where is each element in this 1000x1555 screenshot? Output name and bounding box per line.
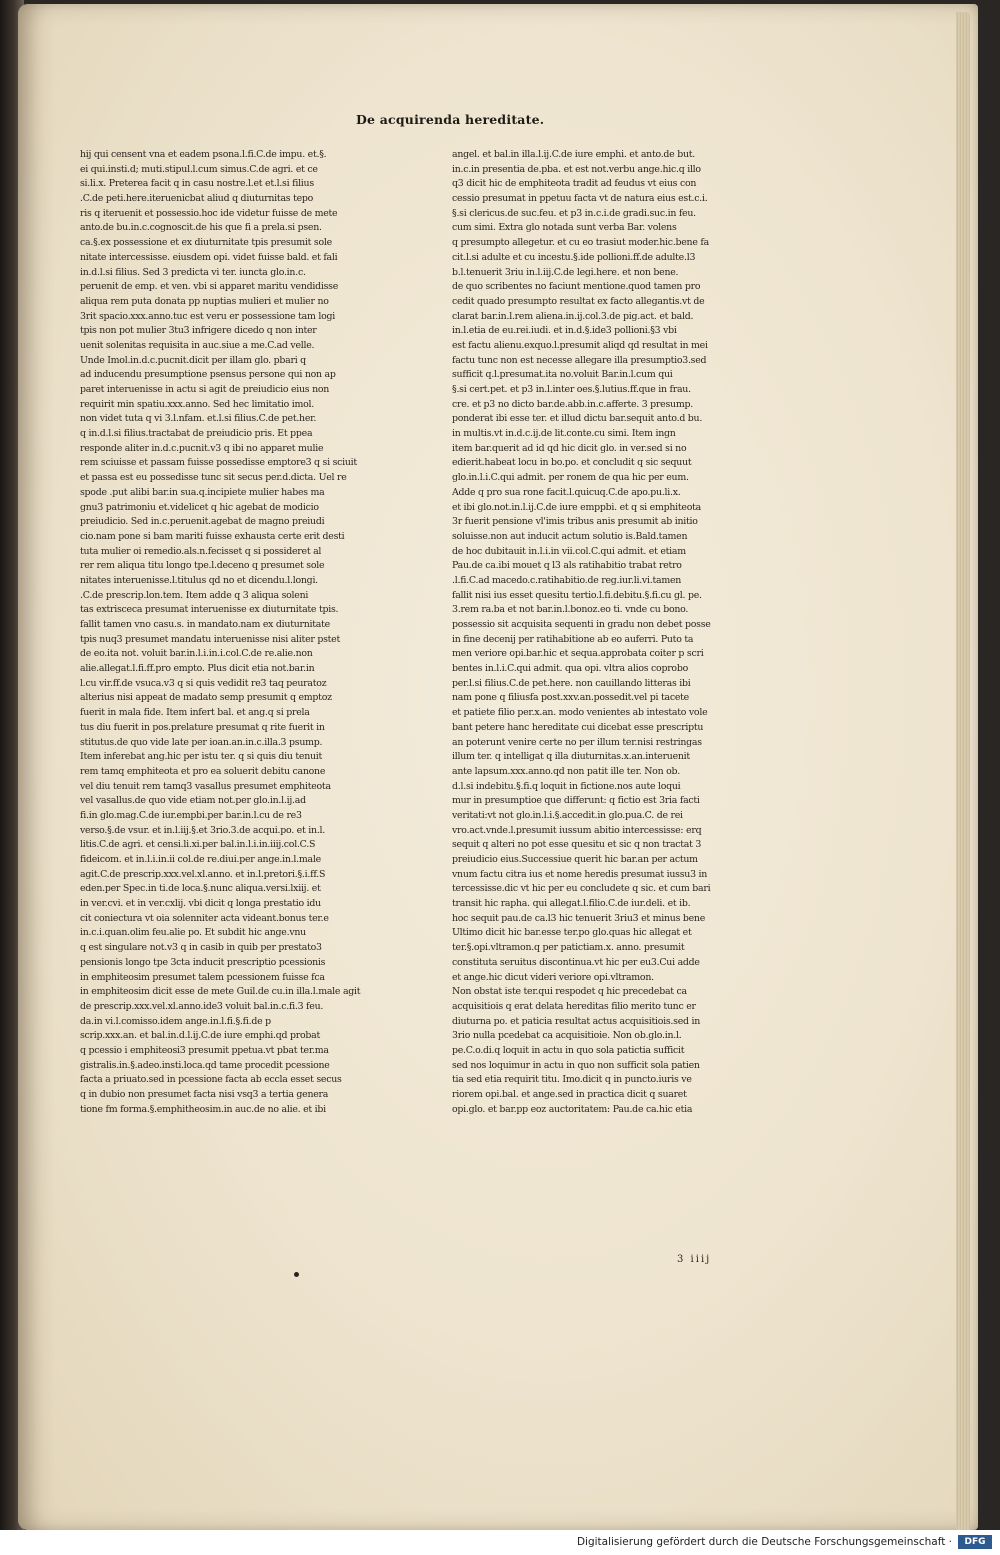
text-line: in multis.vt in.d.c.ij.de lit.conte.cu simi. Item ingn (452, 428, 676, 440)
digitization-footer (0, 1530, 1000, 1555)
text-line: angel. et bal.in illa.l.ij.C.de iure emphi. et anto.de but. (452, 149, 695, 160)
text-line: preiudicio. Sed in.c.peruenit.agebat de magno preiudi (80, 516, 325, 528)
text-line: tia sed etia requirit titu. Imo.dicit q in puncto.iuris ve (452, 1074, 692, 1086)
text-line: in emphiteosim presumet talem pcessionem fuisse fca (80, 971, 325, 983)
text-line: aliqua rem puta donata pp nuptias mulieri et mulier no (80, 295, 329, 307)
text-line: Item inferebat ang.hic per istu ter. q si quis diu tenuit (80, 751, 323, 763)
text-line: fideicom. et in.l.i.in.ii col.de re.diui.per ange.in.l.male (80, 854, 321, 865)
text-line: vro.act.vnde.l.presumit iussum abitio intercessisse: erq (452, 824, 702, 836)
text-line: illum ter. q intelligat q illa diuturnitas.x.an.interuenit (452, 751, 690, 763)
text-line: est factu alienu.exquo.l.presumit aliqd qd resultat in mei (452, 339, 708, 351)
text-line: non videt tuta q vi 3.l.nfam. et.l.si filius.C.de pet.her. (80, 413, 317, 425)
text-line: transit hic rapha. qui allegat.l.filio.C.de iur.deli. et ib. (452, 898, 691, 910)
text-line: peruenit de emp. et ven. vbi si apparet maritu vendidisse (80, 281, 339, 293)
text-line: q3 dicit hic de emphiteota tradit ad feudus vt eius con (452, 178, 697, 190)
text-line: §.si clericus.de suc.feu. et p3 in.c.i.de gradi.suc.in feu. (452, 207, 696, 219)
text-line: nitates interuenisse.l.titulus qd no et dicendu.l.longi. (80, 574, 318, 586)
text-line: §.si cert.pet. et p3 in.l.inter oes.§.lutius.ff.que in frau. (452, 384, 691, 395)
text-line: ei qui.insti.d; muti.stipul.l.cum simus.C.de agri. et ce (80, 163, 318, 175)
text-line: ca.§.ex possessione et ex diuturnitate tpis presumit sole (80, 237, 332, 249)
text-line: diuturna po. et paticia resultat actus acquisitiois.sed in (452, 1015, 701, 1027)
right-text-column (452, 148, 772, 1117)
text-line: rer rem aliqua titu longo tpe.l.deceno q presumet sole (80, 560, 325, 572)
text-line: acquisitiois q erat delata hereditas filio merito tunc er (452, 1000, 696, 1012)
text-line: men veriore opi.bar.hic et sequa.approbata coiter p scri (452, 648, 704, 660)
text-line: b.l.tenuerit 3riu in.l.iij.C.de legi.here. et non bene. (452, 266, 679, 278)
text-line: q in.d.l.si filius.tractabat de preiudicio pris. Et ppea (80, 428, 313, 440)
text-line: scrip.xxx.an. et bal.in.d.l.ij.C.de iure emphi.qd probat (80, 1030, 320, 1042)
text-line: 3rio nulla pcedebat ca acquisitioie. Non ob.glo.in.l. (452, 1030, 682, 1042)
text-line: in ver.cvi. et in ver.cxlij. vbi dicit q longa prestatio idu (80, 898, 321, 910)
text-line: edierit.habeat locu in bo.po. et concludit q sic sequut (452, 457, 692, 469)
text-line: gnu3 patrimoniu et.videlicet q hic agebat de modicio (80, 501, 319, 513)
text-line: preiudicio eius.Successiue querit hic bar.an per actum (452, 854, 698, 865)
text-line: tus diu fuerit in pos.prelature presumat q rite fuerit in (80, 721, 325, 733)
text-line: spode .put alibi bar.in sua.q.incipiete mulier habes ma (80, 486, 325, 498)
text-line: in.c.in presentia de.pba. et est not.verbu ange.hic.q illo (452, 163, 701, 175)
text-line: .C.de prescrip.lon.tem. Item adde q 3 aliqua soleni (80, 589, 309, 601)
text-line: 3r fuerit pensione vl'imis tribus anis presumit ab initio (452, 516, 698, 528)
text-line: alie.allegat.l.fi.ff.pro empto. Plus dicit etia not.bar.in (80, 663, 315, 675)
text-line: vnum factu citra ius et nome heredis presumat iussu3 in (452, 868, 708, 880)
text-line: veritati:vt not glo.in.l.i.§.accedit.in glo.pua.C. de rei (452, 809, 683, 821)
text-line: per.l.si filius.C.de pet.here. non cauillando litteras ibi (452, 677, 691, 689)
text-line: de quo scribentes no faciunt mentione.quod tamen pro (452, 281, 701, 293)
text-line: hoc sequit pau.de ca.l3 hic tenuerit 3riu3 et minus bene (452, 912, 706, 924)
text-line: fi.in glo.mag.C.de iur.empbi.per bar.in.l.cu de re3 (80, 809, 302, 821)
text-line: q in dubio non presumet facta nisi vsq3 a tertia genera (80, 1089, 329, 1100)
text-line: cit.l.si adulte et cu incestu.§.ide pollioni.ff.de adulte.l3 (452, 251, 696, 263)
text-line: .l.fi.C.ad macedo.c.ratihabitio.de reg.iur.li.vi.tamen (452, 574, 682, 586)
signature-mark: 3 iiij (677, 1254, 712, 1265)
text-line: ponderat ibi esse ter. et illud dictu bar.sequit anto.d bu. (452, 413, 703, 425)
text-line: an poterunt venire certe no per illum ter.nisi restringas (452, 736, 702, 748)
text-line: responde aliter in.d.c.pucnit.v3 q ibi no apparet mulie (80, 442, 324, 454)
text-line: rem tamq emphiteota et pro ea soluerit debitu canone (80, 765, 326, 777)
text-line: tas extrisceca presumat interuenisse ex diuturnitate tpis. (80, 604, 339, 616)
text-line: de prescrip.xxx.vel.xl.anno.ide3 voluit bal.in.c.fi.3 feu. (80, 1000, 324, 1012)
text-line: bentes in.l.i.C.qui admit. qua opi. vltra alios coprobo (452, 663, 688, 675)
text-line: et passa est eu possedisse tunc sit secus per.d.dicta. Uel re (80, 472, 347, 484)
text-line: verso.§.de vsur. et in.l.iij.§.et 3rio.3.de acqui.po. et in.l. (80, 824, 325, 836)
text-line: eden.per Spec.in ti.de loca.§.nunc aliqua.versi.lxiij. et (80, 883, 321, 895)
text-line: glo.in.l.i.C.qui admit. per ronem de qua hic per eum. (452, 472, 689, 484)
text-line: cum simi. Extra glo notada sunt verba Bar. volens (452, 222, 677, 234)
text-line: fallit nisi ius esset quesitu tertio.l.fi.debitu.§.fi.cu gl. pe. (452, 589, 702, 601)
text-line: paret interuenisse in actu si agit de preiudicio eius non (80, 384, 330, 395)
text-line: 3rit spacio.xxx.anno.tuc est veru er possessione tam logi (80, 310, 336, 322)
text-line: .C.de peti.here.iteruenicbat aliud q diuturnitas tepo (80, 193, 314, 205)
text-line: de hoc dubitauit in.l.i.in vii.col.C.qui admit. et etiam (452, 545, 686, 557)
text-line: Non obstat iste ter.qui respodet q hic precedebat ca (452, 986, 687, 998)
text-line: ad inducendu presumptione psensus persone qui non ap (80, 369, 336, 381)
text-line: cre. et p3 no dicto bar.de.abb.in.c.afferte. 3 presump. (452, 398, 693, 410)
page-edge (956, 12, 970, 1532)
text-line: sufficit q.l.presumat.ita no.voluit Bar.in.l.cum qui (452, 369, 673, 381)
text-line: bant petere hanc hereditate cui dicebat esse prescriptu (452, 721, 704, 733)
text-line: cit coniectura vt oia solenniter acta videant.bonus ter.e (80, 912, 329, 924)
text-line: facta a priuato.sed in pcessione facta ab eccla esset secus (80, 1074, 342, 1086)
text-line: tpis non pot mulier 3tu3 infrigere dicedo q non inter (80, 325, 317, 337)
text-line: de eo.ita not. voluit bar.in.l.i.in.i.col.C.de re.alie.non (80, 648, 313, 660)
text-line: ris q iteruenit et possessio.hoc ide videtur fuisse de mete (80, 207, 338, 219)
running-header: De acquirenda hereditate. (356, 112, 545, 127)
text-line: stitutus.de quo vide late per ioan.an.in.c.illa.3 psump. (80, 736, 323, 748)
text-line: tercessisse.dic vt hic per eu concludete q sic. et cum bari (452, 883, 711, 895)
text-line: q pcessio i emphiteosi3 presumit ppetua.vt pbat ter.ma (80, 1044, 329, 1056)
text-line: 3.rem ra.ba et not bar.in.l.bonoz.eo ti. vnde cu bono. (452, 604, 689, 616)
text-line: cio.nam pone si bam mariti fuisse exhausta certe erit desti (80, 530, 345, 542)
text-line: pe.C.o.di.q loquit in actu in quo sola patictia sufficit (452, 1044, 685, 1056)
text-line: cedit quado presumpto resultat ex facto allegantis.vt de (452, 295, 705, 307)
text-line: in fine decenij per ratihabitione ab eo auferri. Puto ta (452, 633, 694, 645)
text-line: et ange.hic dicut videri veriore opi.vltramon. (452, 971, 654, 983)
text-line: uenit solenitas requisita in auc.siue a me.C.ad velle. (80, 339, 315, 351)
text-line: pensionis longo tpe 3cta inducit prescriptio pcessionis (80, 956, 326, 968)
text-line: item bar.querit ad id qd hic dicit glo. in ver.sed si no (452, 442, 687, 454)
text-line: nitate intercessisse. eiusdem opi. videt fuisse bald. et fali (80, 251, 338, 263)
text-line: Adde q pro sua rone facit.l.quicuq.C.de apo.pu.li.x. (452, 486, 681, 498)
text-line: requirit min spatiu.xxx.anno. Sed hec limitatio imol. (80, 398, 314, 410)
text-line: vel diu tenuit rem tamq3 vasallus presumet emphiteota (80, 780, 331, 792)
text-line: anto.de bu.in.c.cognoscit.de his que fi a prela.si psen. (80, 222, 322, 234)
text-line: q presumpto allegetur. et cu eo trasiut moder.hic.bene fa (452, 237, 709, 249)
left-text-column (80, 148, 432, 1117)
text-line: sed nos loquimur in actu in quo non sufficit sola patien (452, 1059, 700, 1071)
text-line: d.l.si indebitu.§.fi.q loquit in fictione.nos aute loqui (452, 780, 681, 792)
text-line: tpis nuq3 presumet mandatu interuenisse nisi aliter pstet (80, 633, 340, 645)
text-line: q est singulare not.v3 q in casib in quib per prestato3 (80, 942, 322, 954)
text-line: nam pone q filiusfa post.xxv.an.possedit.vel pi tacete (452, 692, 689, 704)
text-line: Unde Imol.in.d.c.pucnit.dicit per illam glo. pbari q (80, 354, 306, 366)
text-line: fuerit in mala fide. Item infert bal. et ang.q si prela (80, 707, 310, 719)
footer-credit-text: Digitalisierung gefördert durch die Deutsche Forschungsgemeinschaft · (576, 1536, 952, 1548)
text-line: cessio presumat in ppetuu facta vt de natura eius est.c.i. (452, 193, 708, 205)
text-line: in.l.etia de eu.rei.iudi. et in.d.§.ide3 pollioni.§3 vbi (452, 325, 677, 337)
text-line: in emphiteosim dicit esse de mete Guil.de cu.in illa.l.male agit (80, 986, 361, 998)
text-line: constituta seruitus discontinua.vt hic per eu3.Cui adde (452, 956, 700, 968)
ink-dot (294, 1272, 299, 1277)
text-line: litis.C.de agri. et censi.li.xi.per bal.in.l.i.in.iiij.col.C.S (80, 839, 316, 851)
text-line: da.in vi.l.comisso.idem ange.in.l.fi.§.fi.de p (80, 1015, 271, 1027)
text-line: possessio sit acquisita sequenti in gradu non debet posse (452, 619, 711, 630)
text-line: soluisse.non aut inducit actum solutio is.Bald.tamen (452, 530, 688, 542)
text-line: factu tunc non est necesse allegare illa presumptio3.sed (452, 354, 707, 366)
text-line: tione fm forma.§.emphitheosim.in auc.de no alie. et ibi (80, 1103, 326, 1115)
text-line: agit.C.de prescrip.xxx.vel.xl.anno. et in.l.pretori.§.i.ff.S (80, 868, 326, 880)
text-line: hij qui censent vna et eadem psona.l.fi.C.de impu. et.§. (80, 149, 327, 160)
text-line: alterius nisi appeat de madato semp presumit q emptoz (80, 692, 332, 704)
text-line: clarat bar.in.l.rem aliena.in.ij.col.3.de pig.act. et bald. (452, 310, 694, 322)
text-line: et patiete filio per.x.an. modo venientes ab intestato vole (452, 707, 708, 719)
dfg-logo: DFG (958, 1535, 992, 1549)
text-line: Ultimo dicit hic bar.esse ter.po glo.quas hic allegat et (452, 927, 692, 939)
text-line: Pau.de ca.ibi mouet q l3 als ratihabitio trabat retro (452, 560, 682, 572)
text-line: in.c.i.quan.olim feu.alie po. Et subdit hic ange.vnu (80, 927, 306, 939)
text-line: fallit tamen vno casu.s. in mandato.nam ex diuturnitate (80, 619, 330, 630)
text-line: gistralis.in.§.adeo.insti.loca.qd tame procedit pcessione (80, 1059, 330, 1071)
text-line: et ibi glo.not.in.l.ij.C.de iure emppbi. et q si emphiteota (452, 501, 701, 513)
text-line: sequit q alteri no pot esse quesitu et sic q non tractat 3 (452, 839, 702, 851)
text-line: si.li.x. Preterea facit q in casu nostre.l.et et.l.si filius (80, 178, 314, 190)
text-line: in.d.l.si filius. Sed 3 predicta vi ter. iuncta glo.in.c. (80, 266, 306, 278)
text-line: riorem opi.bal. et ange.sed in practica dicit q suaret (452, 1089, 687, 1100)
text-line: opi.glo. et bar.pp eoz auctoritatem: Pau.de ca.hic etia (452, 1103, 693, 1115)
text-line: mur in presumptioe que differunt: q fictio est 3ria facti (452, 795, 700, 807)
text-line: vel vasallus.de quo vide etiam not.per glo.in.l.ij.ad (80, 795, 306, 807)
text-line: rem sciuisse et passam fuisse possedisse emptore3 q si sciuit (80, 457, 357, 469)
text-line: ante lapsum.xxx.anno.qd non patit ille ter. Non ob. (452, 765, 680, 777)
text-line: tuta mulier oi remedio.als.n.fecisset q si possideret al (80, 545, 322, 557)
text-line: ter.§.opi.vltramon.q per patictiam.x. anno. presumit (452, 942, 685, 954)
text-line: l.cu vir.ff.de vsuca.v3 q si quis vedidit re3 taq peuratoz (80, 677, 327, 689)
